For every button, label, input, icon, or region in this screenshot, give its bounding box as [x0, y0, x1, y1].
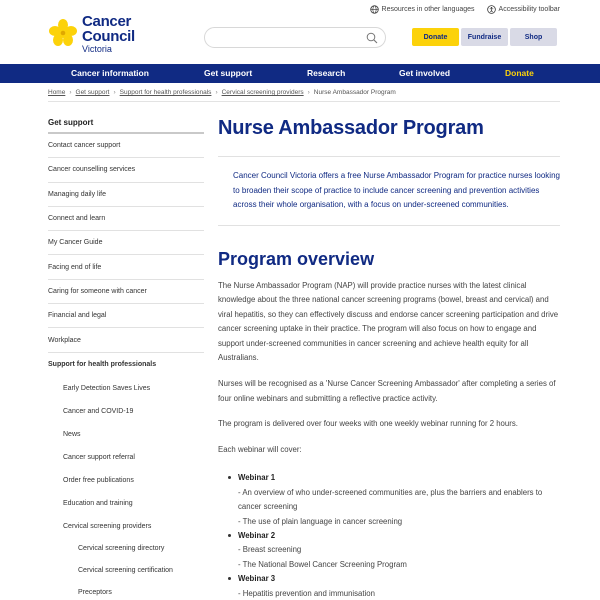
section-title: Program overview	[218, 248, 375, 269]
breadcrumb-cervical-screening[interactable]: Cervical screening providers	[221, 89, 304, 96]
sidebar-subsubitem[interactable]: Cervical screening directory	[78, 545, 165, 553]
languages-link[interactable]	[370, 5, 475, 14]
sidebar-subitem[interactable]: Early Detection Saves Lives	[63, 384, 151, 392]
nav-get-involved[interactable]: Get involved	[399, 68, 451, 78]
accessibility-icon	[487, 5, 496, 14]
nav-cancer-information[interactable]: Cancer information	[71, 68, 149, 78]
breadcrumb-current: Nurse Ambassador Program	[313, 89, 396, 96]
intro-box	[218, 156, 560, 226]
sidebar-subitem[interactable]: Cancer and COVID-19	[63, 407, 134, 415]
divider	[48, 101, 560, 102]
breadcrumb-get-support[interactable]: Get support	[75, 89, 110, 96]
main-content	[218, 112, 560, 600]
chevron-right-icon: ›	[215, 89, 218, 96]
sidebar-subitem[interactable]: Order free publications	[63, 476, 134, 484]
intro-text: Cancer Council Victoria offers a free Nurse Ambassador Program for practice nurses looking to broaden their scope of practice to include cancer screening and prevention activities across their whole organisation, with a focus on under-screened communities.	[233, 171, 560, 209]
donate-button[interactable]: Donate	[412, 28, 459, 46]
breadcrumb-home[interactable]: Home	[48, 89, 66, 96]
sidebar-item[interactable]: Contact cancer support	[48, 134, 204, 158]
nav-donate[interactable]: Donate	[505, 68, 534, 78]
chevron-right-icon: ›	[113, 89, 116, 96]
webinar-title: Webinar 3	[238, 574, 276, 584]
sidebar-item[interactable]: Workplace	[48, 328, 204, 352]
sidebar-subitem[interactable]: Education and training	[63, 499, 133, 507]
webinar-line: - Breast screening	[238, 545, 302, 555]
site-logo[interactable]	[48, 14, 135, 54]
sidebar-item[interactable]: Financial and legal	[48, 304, 204, 328]
sidebar-subsubitem[interactable]: Cervical screening certification	[78, 567, 173, 575]
list-item	[238, 471, 560, 529]
search-icon[interactable]	[366, 32, 378, 44]
sidebar-item[interactable]: Caring for someone with cancer	[48, 280, 204, 304]
accessibility-link[interactable]	[487, 5, 560, 14]
logo-line-1: Cancer	[82, 13, 132, 30]
list-item	[238, 529, 560, 572]
body-paragraph: Nurses will be recognised as a 'Nurse Cancer Screening Ambassador' after completing a series of four online webinars and submitting a reflective practice activity.	[218, 379, 556, 403]
body-paragraph: The program is delivered over four weeks with one weekly webinar running for 2 hours.	[218, 419, 518, 429]
webinar-title: Webinar 1	[238, 473, 276, 483]
sidebar-subsubitem[interactable]: Preceptors	[78, 589, 112, 597]
sidebar-item[interactable]: My Cancer Guide	[48, 231, 204, 255]
webinar-line: - Hepatitis prevention and immunisation	[238, 588, 375, 598]
nav-research[interactable]: Research	[307, 68, 346, 78]
main-nav	[0, 64, 600, 83]
sidebar	[48, 112, 204, 600]
chevron-right-icon: ›	[307, 89, 310, 96]
languages-label: Resources in other languages	[381, 6, 475, 13]
nav-get-support[interactable]: Get support	[204, 68, 253, 78]
search-input[interactable]	[213, 29, 363, 48]
logo-line-3: Victoria	[82, 44, 112, 54]
sidebar-item[interactable]: Cancer counselling services	[48, 158, 204, 182]
webinar-line: - The National Bowel Cancer Screening Program	[238, 559, 407, 569]
daffodil-logo-icon	[48, 18, 78, 50]
sidebar-item[interactable]: Managing daily life	[48, 183, 204, 207]
sidebar-subitem[interactable]: Cervical screening providers	[63, 522, 152, 530]
utility-bar	[370, 5, 560, 14]
chevron-right-icon: ›	[69, 89, 72, 96]
sidebar-item-active[interactable]: Support for health professionals	[48, 361, 157, 369]
webinar-line: - The use of plain language in cancer screening	[238, 516, 403, 526]
page-title: Nurse Ambassador Program	[218, 117, 484, 139]
breadcrumb	[48, 89, 396, 96]
webinar-line: - An overview of who under-screened communities are, plus the barriers and enablers to cancer screening	[238, 487, 543, 512]
body-paragraph: The Nurse Ambassador Program (NAP) will provide practice nurses with the latest clinical knowledge about the three national cancer screening programs (bowel, breast and cervical) and viral hepatitis, so they can effectively discuss and endorse cancer screening participation and drive cancer screening uptake in their practice. The program will also focus on how to engage and support under-screened communities in cancer screening and achieve health equity for all Australians.	[218, 280, 559, 363]
fundraise-button[interactable]: Fundraise	[461, 28, 508, 46]
logo-line-2: Council	[82, 28, 135, 45]
sidebar-subitem[interactable]: News	[63, 430, 81, 438]
shop-button[interactable]: Shop	[510, 28, 557, 46]
body-paragraph: Each webinar will cover:	[218, 444, 302, 454]
search-box	[204, 27, 386, 48]
webinar-list	[218, 471, 560, 600]
sidebar-heading[interactable]: Get support	[48, 112, 204, 134]
sidebar-item[interactable]: Connect and learn	[48, 207, 204, 231]
sidebar-item[interactable]: Facing end of life	[48, 255, 204, 279]
list-item	[238, 572, 560, 600]
globe-icon	[370, 5, 379, 14]
sidebar-subitem[interactable]: Cancer support referral	[63, 453, 135, 461]
breadcrumb-health-professionals[interactable]: Support for health professionals	[119, 89, 212, 96]
accessibility-label: Accessibility toolbar	[498, 6, 560, 13]
webinar-title: Webinar 2	[238, 531, 276, 541]
